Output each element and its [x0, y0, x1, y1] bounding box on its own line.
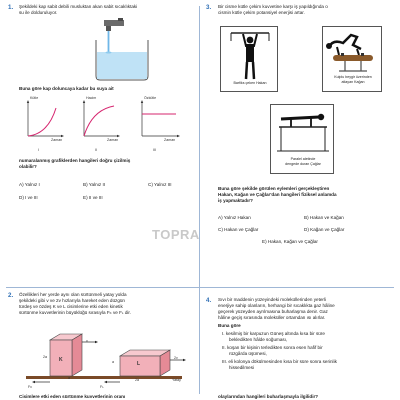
question-4-item-1-line-2: bekledikten hâlde soğuması,: [229, 337, 288, 342]
block-k-label: K: [59, 357, 63, 363]
question-3-option-c[interactable]: C) Hakan ve Çağlar: [218, 227, 259, 232]
question-3-question-line-2: Hakan, Kağan ve Çağlar'dan hangileri fiziksel anlamda: [218, 192, 337, 197]
question-4-stem-line-1: Sıvı bir maddenin yüzeyindeki moleküllerinden yeterli: [218, 297, 327, 302]
question-2-forces-text: F: [106, 310, 110, 315]
caption-hakan: Barfiks çeken Hakan: [233, 81, 267, 85]
question-3-question-line-1: Buna göre şekilde görülen eylemleri gerçekleştiren: [218, 186, 330, 191]
question-2-stem-line-2: şekildeki gibi: [19, 298, 46, 303]
water-splash: [106, 52, 112, 54]
force-k-symbol: F: [28, 385, 31, 389]
figure-hakan: [220, 26, 278, 92]
caption-caglar-line-2: dengede duran Çağlar: [285, 162, 321, 166]
question-2-stem-line-2-wrap: [19, 298, 125, 304]
graph-ii-curve: [84, 106, 114, 136]
question-1-stem-line-1: Şekildeki kap sabit debili musluktan akan sabit sıcaklıktaki: [19, 4, 138, 9]
figure-kagan: [322, 26, 382, 92]
graph-ii-ylabel: Hacim: [86, 96, 97, 100]
force-l-label: FL: [100, 385, 104, 389]
graph-iii-xlabel: Zaman: [164, 138, 176, 142]
graph-i-xlabel: Zaman: [51, 138, 63, 142]
question-1-option-e[interactable]: E) II ve III: [83, 195, 103, 200]
question-3-option-a[interactable]: A) Yalnız Hakan: [218, 215, 251, 220]
figure-caglar: [270, 104, 334, 174]
question-4-prompt: Buna göre: [218, 323, 241, 328]
question-4-item-2-line-2: rüzgârda üşümesi,: [229, 351, 267, 356]
row-divider: [6, 287, 394, 288]
caption-kagan-line-2: atlayan Kağan: [341, 80, 365, 84]
force-l-symbol: F: [100, 385, 103, 389]
question-4-item-2-line-1: II. koşan bir kişinin terledikten sonra esen hafif bir: [222, 345, 323, 350]
question-1-option-c[interactable]: C) Yalnız III: [148, 182, 172, 187]
graph-i-roman: I: [38, 148, 39, 152]
question-1-question-line-2: olabilir?: [19, 164, 37, 169]
ground-surface: [26, 376, 182, 379]
force-k-label: FK: [28, 385, 33, 389]
graph-ii-xlabel: Zaman: [107, 138, 119, 142]
question-2-stem-line-4: sürtünme kuvvetlerinin büyüklüğü sırasıyla: [19, 310, 106, 315]
block-l-label: L: [137, 361, 141, 367]
question-3-option-e[interactable]: E) Hakan, Kağan ve Çağlar: [262, 239, 318, 244]
question-1-number: 1.: [8, 4, 14, 11]
faucet-container-illustration: [90, 18, 160, 82]
question-1-stem-line-2: su ile dolduruluyor.: [19, 10, 58, 15]
question-1-prompt: Buna göre kap doluncaya kadar bu suya ait: [19, 86, 114, 91]
question-2-stem-line-4-wrap: sürtünme kuvvetlerinin büyüklüğü sırasıyla FK ve FL dir.: [19, 310, 131, 315]
question-3-number: 3.: [206, 4, 212, 11]
water-fill: [97, 52, 147, 79]
question-3-question-line-3: iş yapmaktadır?: [218, 198, 253, 203]
graph-iii-roman: III: [153, 148, 156, 152]
question-2-bottom-line: Cisimlere etki eden sürtünme kuvvetlerinin oranı: [19, 394, 126, 399]
question-2-velocity-text: v ve 2v hızlarıyla hareket eden düzgün: [46, 298, 125, 303]
question-1-option-a[interactable]: A) Yalnız I: [19, 182, 40, 187]
question-1-option-d[interactable]: D) I ve III: [19, 195, 38, 200]
graph-i-ylabel: Kütle: [30, 96, 39, 100]
question-4-bottom-line: olaylarından hangileri buharlaşmayla ilgilidir?: [218, 394, 319, 399]
water-stream: [108, 31, 110, 53]
block-l-width-label: 2a: [135, 378, 139, 382]
question-2-stem-line-1: Özellikleri her yerde aynı olan sürtünmeli yatay yolda: [19, 292, 127, 297]
speed-l-label: 2v: [174, 356, 178, 360]
graph-iii-ylabel: Özkütle: [144, 96, 157, 100]
column-divider: [199, 6, 200, 394]
block-k-height-label: 2a: [43, 355, 47, 359]
question-4-stem-line-4: hâline geçiş sırasında moleküller ortamdan ısı alırlar.: [218, 315, 326, 320]
question-4-item-3-line-1: III. eli kolonya dökülmesinden kısa bir süre sonra serinlik: [222, 359, 337, 364]
question-4-stem-line-3: geçerek yüzeyden ayrılmasına buharlaşma denir. Gaz: [218, 309, 328, 314]
question-2-stem-line-3: türdeş ve özdeş K ve L cisimlerine etki eden kinetik: [19, 304, 123, 309]
question-4-item-3-line-2: hissedilmesi: [229, 365, 255, 370]
question-4-stem-line-2: enerjiye sahip olanların, herhangi bir sıcaklıkta gaz hâline: [218, 303, 335, 308]
graph-iii: [136, 96, 184, 148]
question-2-forces-text-2: F: [119, 310, 122, 315]
speed-k-label: v: [86, 339, 88, 343]
question-3-option-b[interactable]: B) Hakan ve Kağan: [304, 215, 344, 220]
ground-label: Yatay: [172, 378, 181, 382]
question-3-option-d[interactable]: D) Kağan ve Çağlar: [304, 227, 345, 232]
question-2-number: 2.: [8, 292, 14, 299]
faucet-handle: [118, 18, 123, 21]
block-l-height-label: a: [112, 360, 114, 364]
question-1-question-line-1: numaralanmış grafiklerden hangileri doğru çizilmiş: [19, 158, 131, 163]
question-3-stem-line-2: cismin kütle çekim potansiyel enerjisi artar.: [218, 10, 305, 15]
publisher-watermark: TOPRA: [152, 227, 200, 242]
graph-i-curve: [28, 108, 56, 136]
caption-kagan-line-1: Kulplu beygir üzerinden: [334, 75, 372, 79]
question-3-stem-line-1: Bir cisme kütle çekim kuvvetine karşı iş yapıldığında o: [218, 4, 328, 9]
faucet-spout: [106, 26, 111, 31]
question-4-number: 4.: [206, 297, 212, 304]
caption-caglar-line-1: Paralel aletinde: [290, 157, 316, 161]
graph-ii-roman: II: [95, 148, 97, 152]
question-1-option-b[interactable]: B) Yalnız II: [83, 182, 106, 187]
question-4-item-1-line-1: I. kesilmiş bir karpuzun Güneş altında kısa bir süre: [222, 331, 325, 336]
block-k-width-label: a: [68, 376, 70, 380]
